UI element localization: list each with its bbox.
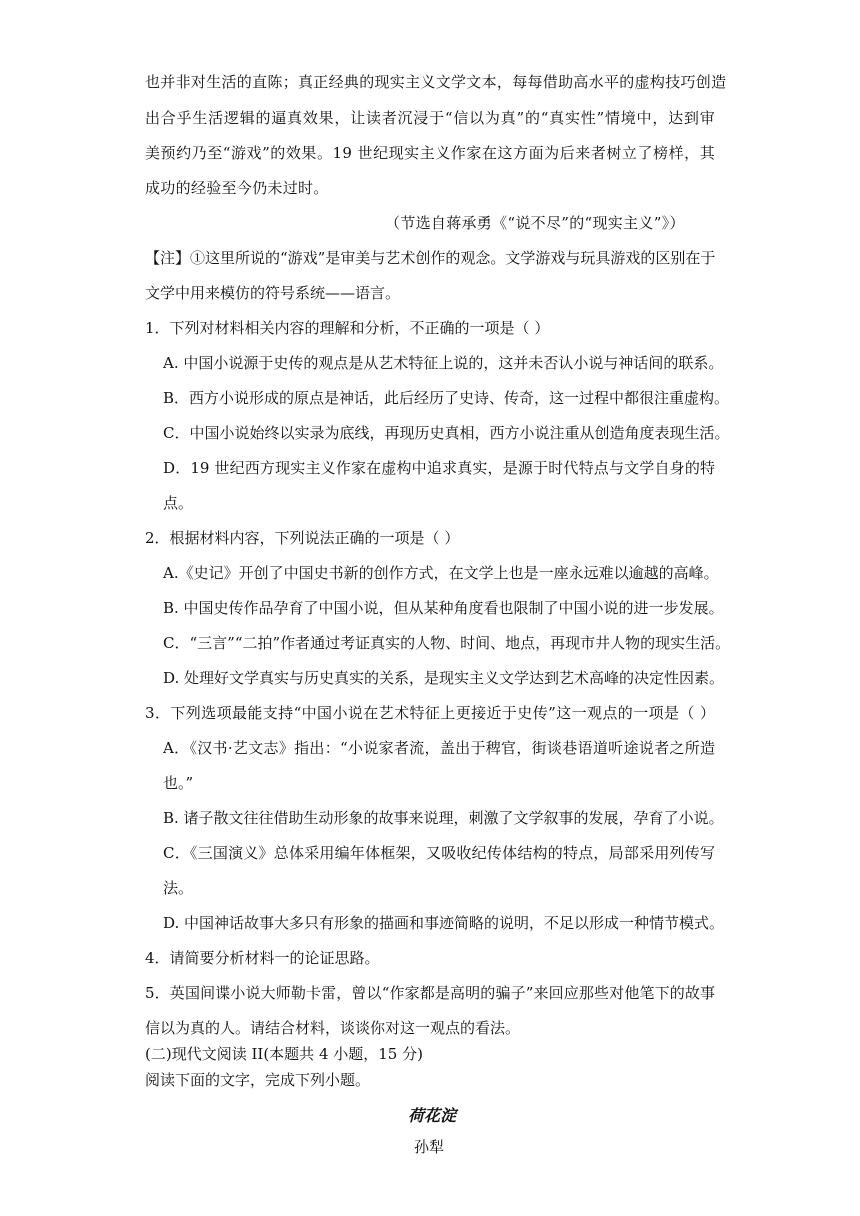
question-1-option-d: D．19 世纪西方现实主义作家在虚构中追求真实，是源于时代特点与文学自身的特 [163, 459, 715, 477]
question-5-stem-cont: 信以为真的人。请结合材料，谈谈你对这一观点的看法。 [145, 1019, 521, 1037]
passage-line-2: 出合乎生活逻辑的逼真效果，让读者沉浸于“信以为真”的“真实性”情境中，达到审 [145, 109, 715, 127]
question-3-option-c-cont: 法。 [163, 879, 194, 897]
question-2-option-c: C．“三言”“二拍”作者通过考证真实的人物、时间、地点，再现市井人物的现实生活。 [163, 634, 731, 652]
question-1-option-d-cont: 点。 [163, 494, 194, 512]
passage-line-4: 成功的经验至今仍未过时。 [145, 179, 329, 197]
passage-line-1: 也并非对生活的直陈；真正经典的现实主义文学文本，每每借助高水平的虚构技巧创造 [145, 73, 727, 91]
note-line-1: 【注】①这里所说的“游戏”是审美与艺术创作的观念。文学游戏与玩具游戏的区别在于 [145, 249, 716, 267]
article-author: 孙犁 [414, 1138, 445, 1156]
question-2-stem: 2．根据材料内容，下列说法正确的一项是（ ） [145, 529, 460, 547]
question-2-option-a: A.《史记》开创了中国史书新的创作方式，在文学上也是一座永远难以逾越的高峰。 [163, 564, 719, 582]
question-1-option-c: C．中国小说始终以实录为底线，再现历史真相，西方小说注重从创造角度表现生活。 [163, 424, 730, 442]
question-3-option-a-cont: 也。” [163, 774, 194, 792]
question-3-stem: 3．下列选项最能支持“中国小说在艺术特征上更接近于史传”这一观点的一项是（ ） [145, 704, 715, 722]
question-3-option-a: A．《汉书·艺文志》指出：“小说家者流，盖出于稗官，街谈巷语道听途说者之所造 [163, 739, 715, 757]
question-2-option-d: D. 处理好文学真实与历史真实的关系，是现实主义文学达到艺术高峰的决定性因素。 [163, 669, 725, 687]
question-5-stem: 5．英国间谍小说大师勒卡雷，曾以“作家都是高明的骗子”来回应那些对他笔下的故事 [145, 984, 715, 1002]
passage-line-3: 美预约乃至“游戏”的效果。19 世纪现实主义作家在这方面为后来者树立了榜样，其 [145, 144, 715, 162]
note-line-2: 文学中用来模仿的符号系统——语言。 [145, 284, 401, 302]
question-3-option-b: B. 诸子散文往往借助生动形象的故事来说理，刺激了文学叙事的发展，孕育了小说。 [163, 809, 724, 827]
question-4-stem: 4．请简要分析材料一的论证思路。 [145, 949, 380, 967]
question-3-option-d: D. 中国神话故事大多只有形象的描画和事迹简略的说明，不足以形成一种情节模式。 [163, 914, 725, 932]
article-title: 荷花淀 [408, 1106, 457, 1125]
question-2-option-b: B. 中国史传作品孕育了中国小说，但从某种角度看也限制了中国小说的进一步发展。 [163, 599, 724, 617]
section-instruction: 阅读下面的文字，完成下列小题。 [145, 1071, 371, 1089]
section-heading: (二)现代文阅读 II(本题共 4 小题，15 分) [145, 1045, 423, 1063]
question-1-stem: 1．下列对材料相关内容的理解和分析，不正确的一项是（ ） [145, 319, 550, 337]
question-1-option-a: A. 中国小说源于史传的观点是从艺术特征上说的，这并未否认小说与神话间的联系。 [163, 354, 724, 372]
passage-source: （节选自蒋承勇《“说不尽”的“现实主义”》） [385, 214, 685, 232]
question-1-option-b: B．西方小说形成的原点是神话，此后经历了史诗、传奇，这一过程中都很注重虚构。 [163, 389, 730, 407]
question-3-option-c: C．《三国演义》总体采用编年体框架，又吸收纪传体结构的特点，局部采用列传写 [163, 844, 715, 862]
